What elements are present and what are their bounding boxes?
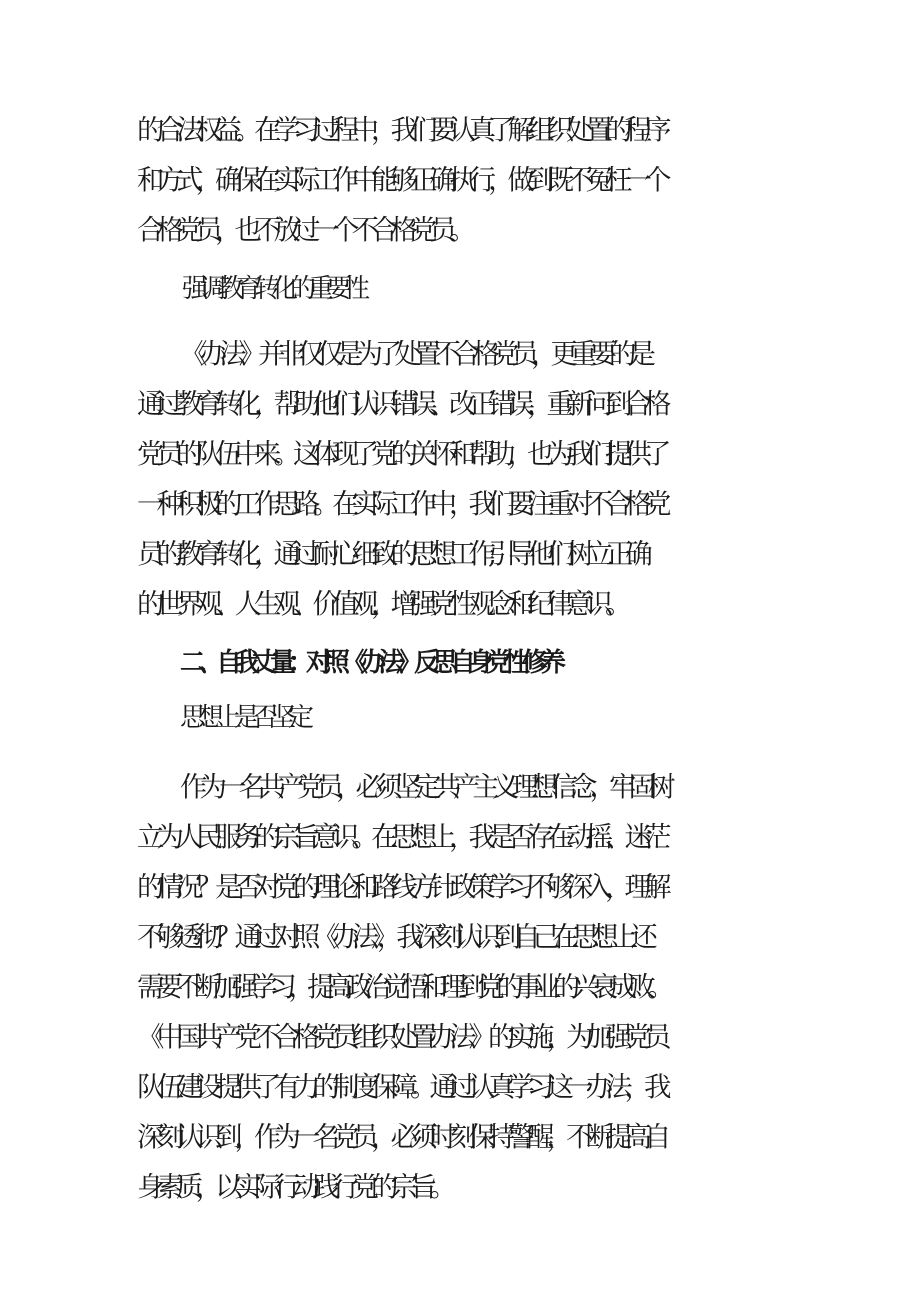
body-text-line: 需要不断加强学习，提高政治觉悟和理到党的事业的兴衰成败。 — [137, 971, 667, 1003]
body-text-line: 员的教育转化，通过耐心细致的思想工作,引导他们树立正确 — [137, 538, 645, 570]
subheading: 强调教育转化的重要性 — [182, 274, 363, 304]
body-text-line: 身素质，以实际行动践行党的宗旨。 — [137, 1171, 449, 1203]
body-text-line: 《办法》并非仅仅是为了处置不合格党员，更重要的是 — [180, 338, 648, 370]
body-text-line: 《中国共产党不合格党员组织处置办法》的实施，为加强党员 — [137, 1021, 664, 1053]
body-text-line: 合格党员，也不放过一个不合格党员。 — [137, 214, 469, 246]
body-text-line: 党员的队伍中来。这体现了党的关怀和帮助，也为我们提供了 — [137, 438, 664, 470]
body-text-line: 不够透彻？通过对照《办法》，我深刻认识到自己在思想上还 — [137, 921, 650, 953]
body-text-line: 队伍建设提供了有力的制度保障。通过认真学习这一办法，我 — [137, 1071, 664, 1103]
section-heading: 二、自我丈量：对照《办法》反思自身党性修养 — [180, 648, 559, 678]
body-text-line: 的世界观、人生观、价值观，增强党性观念和纪律意识。 — [137, 588, 625, 620]
subheading: 思想上是否坚定 — [180, 703, 307, 733]
body-text-line: 通过教育转化，帮助他们认识错误、改正错误，重新问到合格 — [137, 388, 664, 420]
body-text-line: 深刻认识到，作为一名党员，必须时刻保持警醒，不断提高自 — [137, 1121, 664, 1153]
body-text-line: 作为一名共产党员，必须坚定共产主义理想信念，牢固树 — [180, 771, 668, 803]
body-text-line: 的情况？是否对党的理论和路线方针政策学习不够深入，理解 — [137, 871, 664, 903]
body-text-line: 和方式，确保在实际工作中能够正确执行，做到既不冤枉一个 — [137, 164, 664, 196]
body-text-line: 一种积极的工作思路。在实际工作中，我们要注重对不合格党 — [137, 488, 664, 520]
body-text-line: 的合法权益。在学习过程中，我们要认真了解组织处置的程序 — [137, 114, 664, 146]
body-text-line: 立为人民服务的宗旨意识。在思想上，我是否存在动摇、迷茫 — [137, 821, 664, 853]
